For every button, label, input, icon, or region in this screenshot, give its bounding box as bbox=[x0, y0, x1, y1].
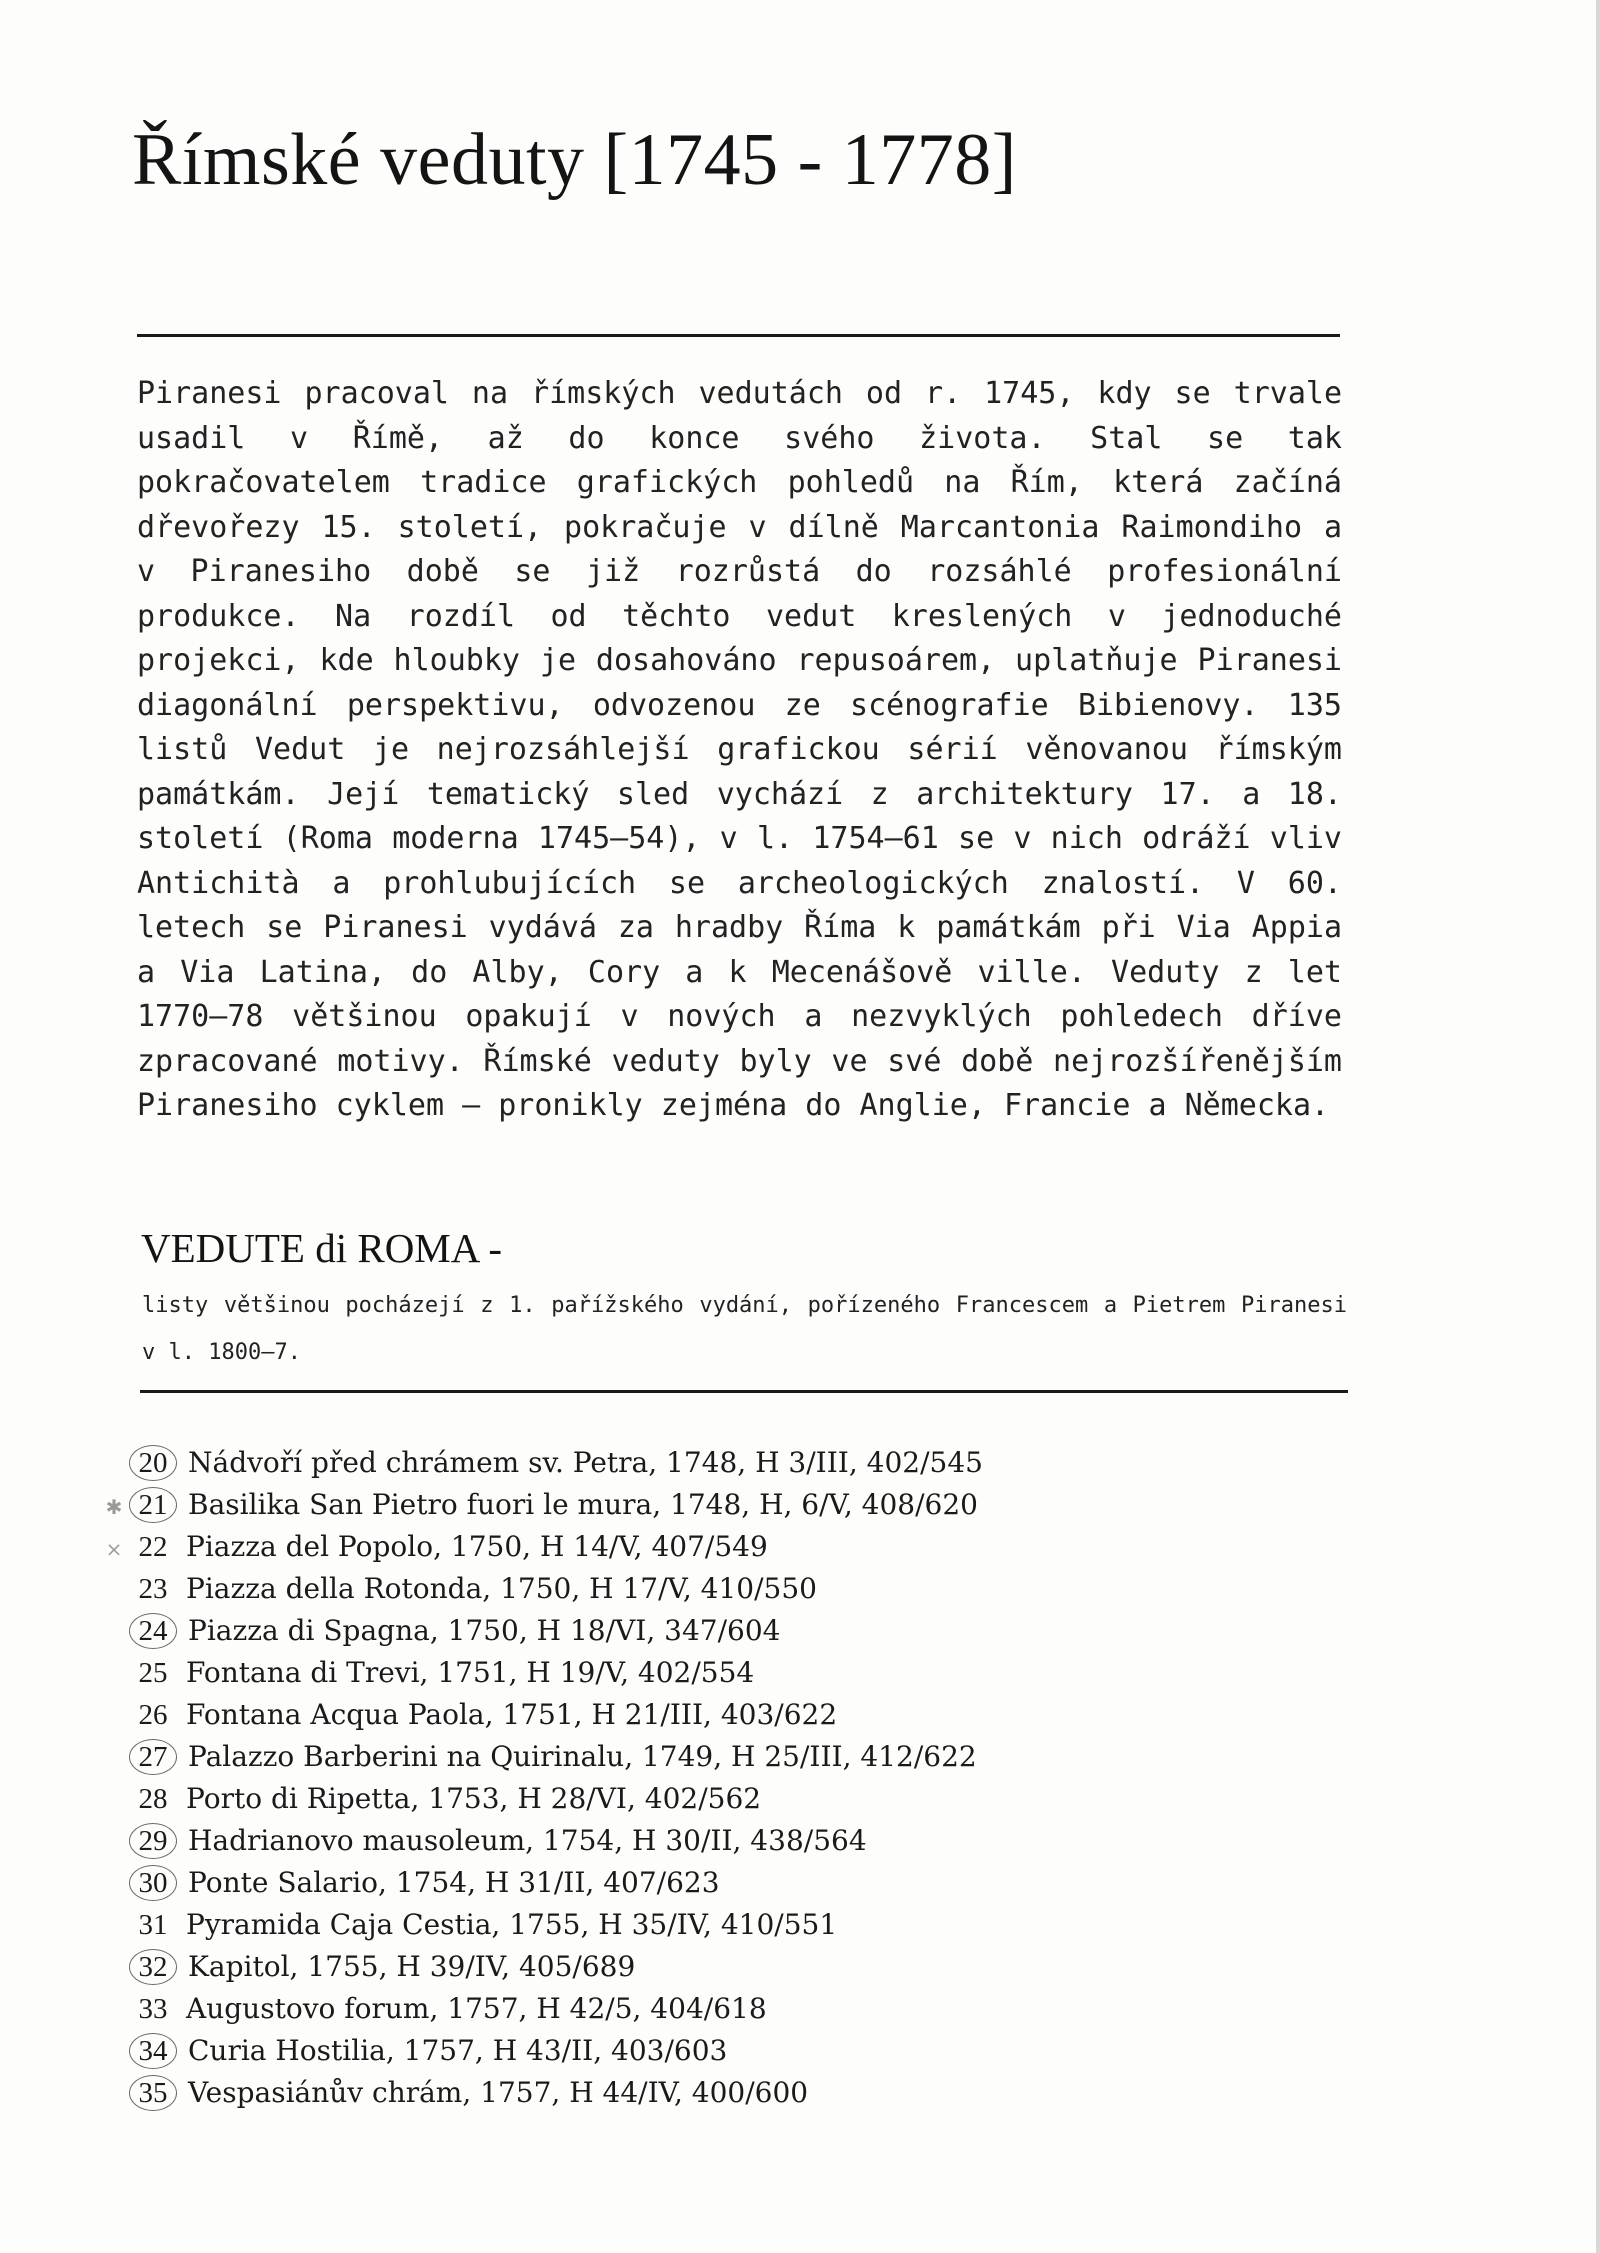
entry-number: 29 bbox=[129, 1823, 177, 1859]
entry-text: Piazza di Spagna, 1750, H 18/VI, 347/604 bbox=[188, 1614, 781, 1647]
entry-number: 27 bbox=[129, 1739, 177, 1775]
list-item bbox=[100, 1484, 983, 1526]
list-item bbox=[100, 1736, 983, 1778]
entry-number: 25 bbox=[138, 1657, 168, 1689]
entry-number: 28 bbox=[138, 1783, 168, 1815]
list-item bbox=[100, 1988, 983, 2030]
entry-text: Kapitol, 1755, H 39/IV, 405/689 bbox=[188, 1950, 636, 1983]
list-item bbox=[100, 1904, 983, 1946]
entry-number: 32 bbox=[129, 1949, 177, 1985]
page-edge bbox=[1596, 0, 1600, 2253]
entry-text: Piazza della Rotonda, 1750, H 17/V, 410/550 bbox=[186, 1572, 817, 1605]
entry-number: 26 bbox=[138, 1699, 168, 1731]
intro-paragraph: Piranesi pracoval na římských vedutách od r. 1745, kdy se trvale usadil v Římě, až do konce svého života. Stal se tak pokračovatelem tradice grafických pohledů na Řím, která začíná dřevořezy 15. století, pokračuje v dílně Marcantonia Raimondiho a v Piranesiho době se již rozrůstá do rozsáhlé profesionální produkce. Na rozdíl od těchto vedut kreslených v jednoduché projekci, kde hloubky je dosahováno repusoárem, uplatňuje Piranesi diagonální perspektivu, odvozenou ze scénografie Bibienovy. 135 listů Vedut je nejrozsáhlejší grafickou sérií věnovanou římským památkám. Její tematický sled vychází z architektury 17. a 18. století (Roma moderna 1745—54), v l. 1754—61 se v nich odráží vliv Antichità a prohlubujících se archeologických znalostí. V 60. letech se Piranesi vydává za hradby Říma k památkám při Via Appia a Via Latina, do Alby, Cory a k Mecenášově ville. Veduty z let 1770—78 většinou opakují v nových a nezvyklých pohledech dříve zpracované motivy. Římské veduty byly ve své době nejrozšířenějším Piranesiho cyklem — pronikly zejména do Anglie, Francie a Německa. bbox=[137, 376, 1342, 1123]
entry-text: Porto di Ripetta, 1753, H 28/VI, 402/562 bbox=[186, 1782, 762, 1815]
entry-number: 20 bbox=[129, 1445, 177, 1481]
entry-text: Fontana di Trevi, 1751, H 19/V, 402/554 bbox=[186, 1656, 755, 1689]
entry-number: 30 bbox=[129, 1865, 177, 1901]
list-item bbox=[100, 1568, 983, 1610]
section-note: listy většinou pocházejí z 1. pařížského vydání, pořízeného Francescem a Pietrem Piranesi v l. 1800—7. bbox=[142, 1293, 1347, 1365]
list-item bbox=[100, 1652, 983, 1694]
entry-number: 22 bbox=[138, 1531, 168, 1563]
entry-text: Ponte Salario, 1754, H 31/II, 407/623 bbox=[188, 1866, 720, 1899]
list-item bbox=[100, 2030, 983, 2072]
margin-mark: ✱ bbox=[105, 1494, 123, 1519]
entry-text: Fontana Acqua Paola, 1751, H 21/III, 403/622 bbox=[186, 1698, 838, 1731]
entry-number: 35 bbox=[129, 2075, 177, 2111]
entry-number: 24 bbox=[129, 1613, 177, 1649]
entry-number: 34 bbox=[129, 2033, 177, 2069]
entry-text: Hadrianovo mausoleum, 1754, H 30/II, 438/564 bbox=[188, 1824, 867, 1857]
title-divider bbox=[137, 334, 1340, 337]
entry-text: Basilika San Pietro fuori le mura, 1748, H, 6/V, 408/620 bbox=[188, 1488, 978, 1521]
entry-number: 33 bbox=[138, 1993, 168, 2025]
margin-mark: × bbox=[105, 1536, 123, 1561]
list-item bbox=[100, 2072, 983, 2114]
entry-text: Vespasiánův chrám, 1757, H 44/IV, 400/600 bbox=[188, 2076, 809, 2109]
list-item bbox=[100, 1694, 983, 1736]
list-item bbox=[100, 1820, 983, 1862]
entry-text: Piazza del Popolo, 1750, H 14/V, 407/549 bbox=[186, 1530, 768, 1563]
entry-text: Pyramida Caja Cestia, 1755, H 35/IV, 410/551 bbox=[186, 1908, 838, 1941]
section-title: VEDUTE di ROMA - bbox=[141, 1225, 503, 1271]
entry-number: 31 bbox=[138, 1909, 168, 1941]
list-item bbox=[100, 1610, 983, 1652]
veduty-list bbox=[100, 1442, 983, 2114]
list-item bbox=[100, 1946, 983, 1988]
list-item bbox=[100, 1442, 983, 1484]
list-item bbox=[100, 1862, 983, 1904]
entry-number: 23 bbox=[138, 1573, 168, 1605]
list-item bbox=[100, 1526, 983, 1568]
page-title: Římské veduty [1745 - 1778] bbox=[132, 119, 1017, 201]
entry-text: Augustovo forum, 1757, H 42/5, 404/618 bbox=[186, 1992, 767, 2025]
entry-text: Nádvoří před chrámem sv. Petra, 1748, H 3/III, 402/545 bbox=[188, 1446, 983, 1479]
entry-text: Palazzo Barberini na Quirinalu, 1749, H 25/III, 412/622 bbox=[188, 1740, 977, 1773]
section-divider bbox=[140, 1390, 1348, 1393]
entry-number: 21 bbox=[129, 1487, 177, 1523]
list-item bbox=[100, 1778, 983, 1820]
entry-text: Curia Hostilia, 1757, H 43/II, 403/603 bbox=[188, 2034, 728, 2067]
